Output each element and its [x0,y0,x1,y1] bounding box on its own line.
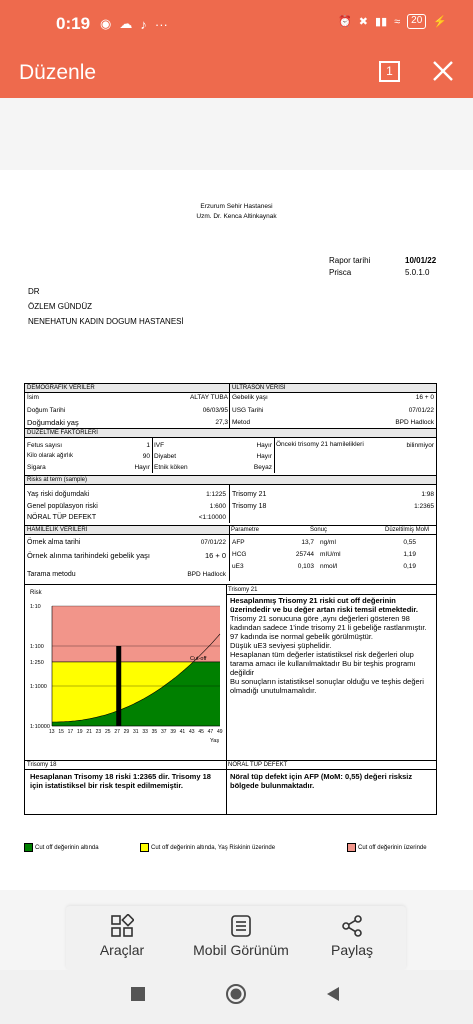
ntd-box-title: NÖRAL TÜP DEFEKT [228,762,288,768]
x-tick-label: 27 [114,729,120,735]
t21-result-title: Hesaplanmış Trisomy 21 riski cut off değerinin üzerindedir ve bu değer artan riski temsil etmektedir. [230,596,418,614]
x-tick-label: 41 [179,729,186,735]
param-unit: nmol/l [320,563,338,570]
x-tick-label: 49 [217,729,223,735]
legend-yellow-label: Cut off değerinin altında, Yaş Riskinin üzerinde [151,844,276,851]
address-line-1: DR [28,287,40,296]
ivf-value: Hayır [256,442,272,449]
param-header: Parametre [231,527,260,533]
close-icon[interactable] [430,58,456,84]
alarm-icon: ⏰ [338,16,352,28]
weight-label: Kilo olarak ağırlık [27,453,74,459]
param-name: HCG [232,551,247,558]
home-icon[interactable] [225,983,247,1005]
t18-box-title: Trisomy 18 [27,762,57,768]
section-ultrasound: ULTRASON VERİSİ [230,384,436,393]
hospital-name: Erzurum Sehir Hastanesi [200,203,273,210]
age-label: Doğumdaki yaş [27,418,79,427]
x-tick-label: 19 [77,729,83,735]
weight-value: 90 [142,453,150,460]
section-risks-at-term: Risks at term (sample) [25,476,436,485]
signal-icon: ▮▮ [375,16,388,28]
ntd-label: NÖRAL TÜP DEFEKT [27,514,97,521]
param-unit: mIU/ml [320,551,341,558]
method-label: Metod [232,419,251,426]
sample-gest-label: Örnek alınma tarihindeki gebelik yaşı [27,551,150,560]
population-risk-label: Genel popülasyon riski [27,503,98,510]
status-time: 0:19 [56,14,91,33]
t21-disclaimer-1: Hesaplanan tüm değerler istatistiksel risk değerleri olup tarama amacı ile kullanılmaktadır Bu bir teşhis programı değildir [230,650,416,677]
recent-apps-icon[interactable] [130,986,146,1002]
report-date: 10/01/22 [405,256,437,265]
param-name: AFP [232,539,245,546]
x-tick-label: 39 [170,729,176,735]
diabetes-value: Hayır [256,453,272,460]
ethnicity-label: Etnik köken [154,464,188,471]
legend-green [24,843,99,852]
share-button[interactable] [324,914,380,958]
section-corrections: DÜZELTME FAKTÖRLERİ [25,429,436,438]
birthdate-label: Doğum Tarihi [27,407,66,414]
mom-header: Düzeltilmiş MoM [385,527,430,533]
param-mom: 0,19 [403,563,416,570]
more-notifications-icon: ··· [154,16,168,32]
previous-t21-value: bilinmiyor [406,442,434,449]
back-icon[interactable] [325,986,341,1002]
population-risk-value: 1:600 [209,503,226,510]
x-axis-label: Yaş [210,738,220,744]
y-tick-label: 1:10000 [30,724,50,730]
risk-chart [27,598,223,746]
t18-result-text: Hesaplanan Trisomy 18 riski 1:2365 dir. Trisomy 18 için istatistiksel bir risk tespit edilmemiştir. [30,772,211,790]
section-demographic: DEMOGRAFİK VERİLER [25,384,230,393]
ethnicity-value: Beyaz [253,464,272,471]
mobile-view-label: Mobil Görünüm [193,942,289,958]
x-tick-label: 47 [207,729,214,735]
legend-yellow-swatch [140,843,149,852]
param-unit: ng/ml [320,539,336,546]
x-tick-label: 37 [161,729,167,735]
page-title: Düzenle [19,61,97,84]
legend-yellow [140,843,275,852]
param-value: 13,7 [301,539,314,546]
ntd-result-text: Nöral tüp defekt için AFP (MoM: 0,55) değeri risksiz bölgede bulunmaktadır. [230,772,413,790]
name-value: ALTAY TUBA [189,394,228,401]
gest-age-label: Gebelik yaşı [232,394,268,401]
t18-risk-value: 1:2365 [414,503,434,510]
age-risk-value: 1:1225 [206,491,226,498]
sample-date-value: 07/01/22 [200,539,226,546]
ntd-value: <1:10000 [198,514,226,521]
notification-icon: ◉ [100,16,112,31]
result-header: Sonuç [310,527,328,533]
x-tick-label: 43 [189,729,195,735]
screening-method-value: BPD Hadlock [187,571,226,578]
param-value: 25744 [295,551,314,558]
usg-date-value: 07/01/22 [408,407,434,414]
doctor-name: Uzm. Dr. Kenca Altinkaynak [196,213,277,220]
param-value: 0,103 [297,563,314,570]
t21-box-title: Trisomy 21 [228,587,258,593]
address-line-3: NENEHATUN KADIN DOGUM HASTANESİ [28,317,184,326]
sample-date-label: Örnek alma tarihi [27,539,81,546]
ivf-label: IVF [154,442,165,449]
navigation-bar [0,970,473,1024]
smoking-label: Sigara [27,464,46,471]
status-bar [0,0,473,48]
x-tick-label: 31 [133,729,139,735]
birthdate-value: 06/03/95 [202,407,228,414]
y-tick-label: 1:250 [30,659,44,666]
param-mom: 0,55 [403,539,416,546]
legend-red [347,843,427,852]
previous-t21-label: Önceki trisomy 21 hamilelikleri [276,441,364,448]
mute-icon: ✖ [358,16,369,28]
tools-icon [110,914,134,938]
name-label: İsim [27,394,39,401]
x-tick-label: 33 [142,729,148,735]
tools-button[interactable] [92,914,152,958]
patient-risk-marker [116,646,121,726]
age-risk-label: Yaş riski doğumdaki [27,491,90,498]
bottom-toolbar [66,906,406,970]
x-tick-label: 29 [123,729,130,735]
fetus-value: 1 [146,442,150,449]
cloud-icon: ☁ [119,16,133,31]
param-name: uE3 [232,563,244,570]
y-tick-label: 1:100 [30,644,44,650]
risk-axis-label: Risk [30,590,42,596]
section-pregnancy: HAMİLELİK VERİLERİ [25,526,229,535]
legend-green-label: Cut off değerinin altında [35,844,99,851]
x-tick-label: 35 [151,729,158,735]
smoking-value: Hayır [134,464,150,471]
charging-icon: ⚡ [433,16,447,28]
x-tick-label: 21 [86,729,92,735]
mobile-view-button[interactable] [186,914,296,958]
fetus-label: Fetus sayısı [27,442,63,449]
usg-date-label: USG Tarihi [232,407,264,414]
x-tick-label: 23 [95,729,102,735]
x-tick-label: 13 [49,729,55,735]
document-page[interactable] [0,170,473,890]
page-indicator-button[interactable]: 1 [379,61,400,82]
tools-label: Araçlar [99,942,145,958]
diabetes-label: Diyabet [154,453,177,460]
legend-red-label: Cut off değerinin üzerinde [358,844,427,851]
report-date-label: Rapor tarihi [329,256,371,265]
sample-gest-value: 16 + 0 [204,551,226,560]
cutoff-label: Cut-off [190,655,207,662]
t21-disclaimer-2: Bu sonuçların istatistiksel sonuçlar olduğu ve teşhis değeri olmadığı unutulmamalıdır. [230,677,424,695]
y-tick-label: 1:10 [30,604,41,610]
gest-age-value: 16 + 0 [415,394,434,401]
screening-method-label: Tarama metodu [27,571,76,578]
t21-result-text: Trisomy 21 sonucuna göre ,aynı değerleri gösteren 98 kadından sadece 1'inde trisomy 21 li gebeliğe rastlanmıştır. 97 kadında ise normal gebelik görülmüştür. [230,614,427,641]
share-icon [340,914,364,938]
tiktok-icon: ♪ [140,16,147,32]
prisca-version: 5.0.1.0 [405,268,430,277]
share-label: Paylaş [330,942,374,958]
method-value: BPD Hadlock [395,419,434,426]
app-bar [0,48,473,98]
legend-green-swatch [24,843,33,852]
prisca-label: Prisca [329,268,352,277]
t21-risk-label: Trisomy 21 [232,491,267,498]
wifi-icon: ≈ [394,15,401,28]
x-tick-label: 15 [58,729,64,735]
address-line-2: ÖZLEM GÜNDÜZ [28,302,92,311]
y-tick-label: 1:1000 [30,684,47,690]
t18-risk-label: Trisomy 18 [232,503,267,510]
x-tick-label: 17 [67,729,74,735]
param-mom: 1,19 [403,551,416,558]
mobile-view-icon [229,914,253,938]
t21-ue3-note: Düşük uE3 seviyesi şüphelidir. [230,641,332,650]
battery-icon: 20 [407,14,426,29]
t21-risk-value: 1:98 [421,491,434,498]
age-value: 27,3 [215,419,228,426]
legend-red-swatch [347,843,356,852]
x-tick-label: 45 [198,729,204,735]
x-tick-label: 25 [105,729,111,735]
